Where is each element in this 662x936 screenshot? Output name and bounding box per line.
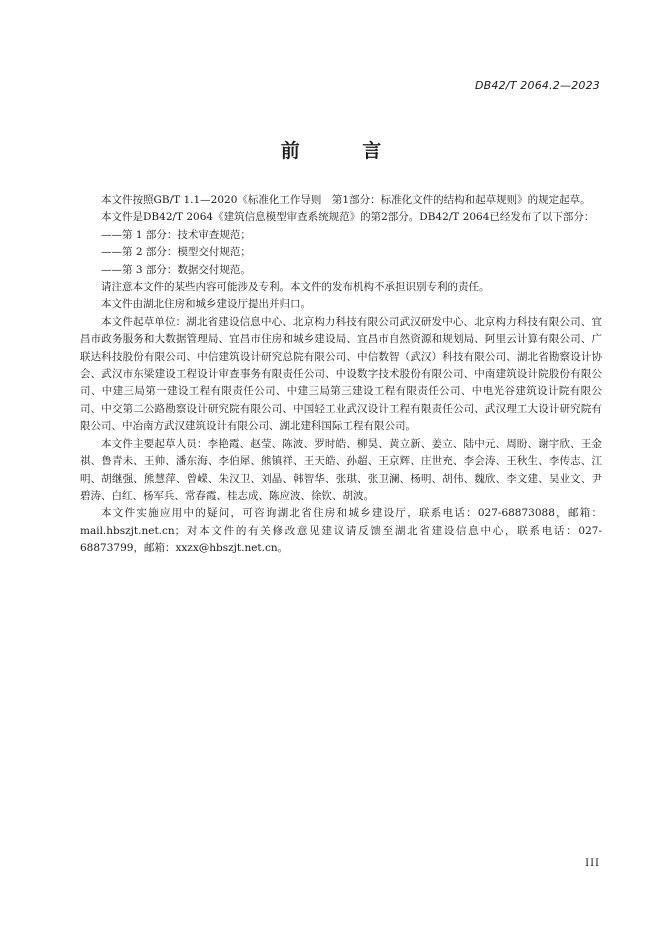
page-title: 前 言 [280, 140, 410, 162]
list-item-part-3: ——第 3 部分：数据交付规范。 [101, 263, 251, 276]
paragraph-series-info: 本文件是DB42/T 2064《建筑信息模型审查系统规范》的第2部分。DB42/T 2064已经发布了以下部分： [101, 211, 595, 224]
page-number: III [585, 858, 600, 869]
list-item-part-1: ——第 1 部分：技术审查规范； [101, 228, 251, 241]
paragraph-proposer: 本文件由湖北住房和城乡建设厅提出并归口。 [101, 298, 311, 311]
paragraph-patent-notice: 请注意本文件的某些内容可能涉及专利。本文件的发布机构不承担识别专利的责任。 [101, 281, 490, 294]
paragraph-drafters: 本文件主要起草人员：李艳霞、赵莹、陈波、罗时皓、柳昊、黄立新、姜立、陆中元、周盼、谢宇欣、王金祺、鲁青未、王帅、潘东海、李伯犀、熊镇祥、王天皓、孙超、王京辉、庄世充、李会涛、王秋生、李传志、江明、胡继强、熊慧萍、曾嵘、朱汉卫、刘晶、韩智华、张琪、张卫澜、杨明、胡伟、魏欣、李文建、吴业文、尹碧涛、白红、杨军兵、常春霞、桂志成、陈应波、徐钦、胡波。 [80, 437, 602, 502]
paragraph-contact: 本文件实施应用中的疑问，可咨询湖北省住房和城乡建设厅，联系电话：027-68873088，邮箱：mail.hbszjt.net.cn；对本文件的有关修改意见建议请反馈至湖北省建设信息中心，联系电话：027-68873799，邮箱：xxzx@hbszjt.net.cn。 [80, 507, 602, 555]
document-code: DB42/T 2064.2—2023 [474, 79, 600, 92]
foreword-body [80, 192, 602, 558]
list-item-part-2: ——第 2 部分：模型交付规范； [101, 246, 251, 259]
paragraph-drafting-rules: 本文件按照GB/T 1.1—2020《标准化工作导则 第1部分：标准化文件的结构和起草规则》的规定起草。 [101, 194, 591, 206]
paragraph-drafting-units: 本文件起草单位：湖北省建设信息中心、北京构力科技有限公司武汉研发中心、北京构力科技有限公司、宜昌市政务服务和大数据管理局、宜昌市住房和城乡建设局、宜昌市自然资源和规划局、阿里云计算有限公司、广联达科技股份有限公司、中信建筑设计研究总院有限公司、中信数智（武汉）科技有限公司、湖北省勘察设计协会、武汉市东梁建设工程设计审查事务有限责任公司、中设数字技术股份有限公司、中南建筑设计院股份有限公司、中建三局第一建设工程有限责任公司、中建三局第三建设工程有限责任公司、中电光谷建筑设计院有限公司、中交第二公路勘察设计研究院有限公司、中国轻工业武汉设计工程有限责任公司、武汉理工大设计研究院有限公司、中冶南方武汉建筑设计有限公司、湖北建科国际工程有限公司。 [80, 315, 602, 433]
